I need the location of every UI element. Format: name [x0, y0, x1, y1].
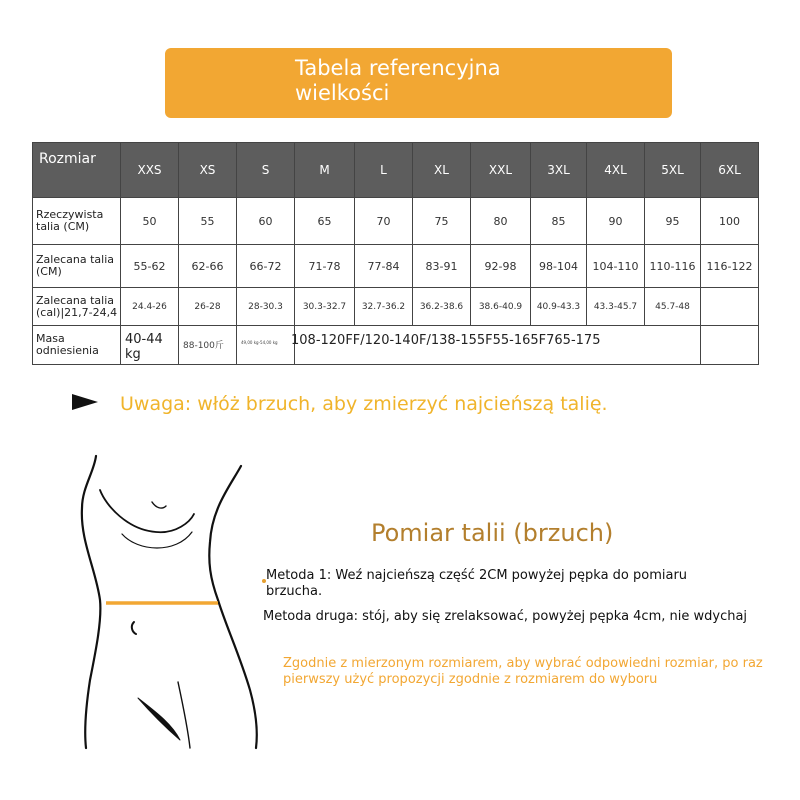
size-header-cell: XXL: [471, 143, 531, 198]
table-cell: 26-28: [179, 288, 237, 326]
table-cell: 43.3-45.7: [587, 288, 645, 326]
table-cell: 55-62: [121, 245, 179, 288]
table-cell: 75: [413, 198, 471, 245]
row-label-extra: |21,7-24,4: [60, 305, 118, 319]
table-cell: 24.4-26: [121, 288, 179, 326]
table-cell: 30.3-32.7: [295, 288, 355, 326]
table-cell: [237, 326, 295, 365]
table-cell: 77-84: [355, 245, 413, 288]
size-header-cell: 5XL: [645, 143, 701, 198]
table-cell: 65: [295, 198, 355, 245]
size-header-cell: XL: [413, 143, 471, 198]
table-cell: 32.7-36.2: [355, 288, 413, 326]
measurement-heading: Pomiar talii (brzuch): [371, 519, 614, 547]
table-cell: 66-72: [237, 245, 295, 288]
table-cell: 28-30.3: [237, 288, 295, 326]
table-cell: 100: [701, 198, 759, 245]
masa-value-second: 88-100斤: [183, 341, 224, 351]
masa-value-first: 40-44 kg: [125, 332, 163, 362]
table-cell: 104-110: [587, 245, 645, 288]
table-cell: 38.6-40.9: [471, 288, 531, 326]
masa-value-third: 49,00 kg-54,00 kg: [241, 340, 278, 345]
size-header-row: [33, 143, 759, 198]
size-header-cell: XXS: [121, 143, 179, 198]
table-cell: 55: [179, 198, 237, 245]
table-cell: 98-104: [531, 245, 587, 288]
row-label: [33, 288, 121, 326]
table-cell: 60: [237, 198, 295, 245]
table-cell: 116-122: [701, 245, 759, 288]
arrow-icon: [72, 394, 98, 410]
table-cell: [701, 326, 759, 365]
table-row: [33, 245, 759, 288]
table-cell: 95: [645, 198, 701, 245]
method-two-text: Metoda druga: stój, aby się zrelaksować, powyżej pępka 4cm, nie wdychaj: [263, 609, 748, 624]
note-text: Uwaga: włóż brzuch, aby zmierzyć najcieńszą talię.: [120, 393, 608, 415]
table-cell: 80: [471, 198, 531, 245]
table-cell: 50: [121, 198, 179, 245]
row-label-text: Zalecana talia (cal): [36, 293, 115, 319]
title-banner: [165, 48, 672, 118]
size-header-cell: 3XL: [531, 143, 587, 198]
table-cell: 36.2-38.6: [413, 288, 471, 326]
table-cell: [701, 288, 759, 326]
table-row: [33, 198, 759, 245]
row-label: Rzeczywista talia (CM): [33, 198, 121, 245]
masa-value-rest: 108-120FF/120-140F/138-155F55-165F765-175: [291, 333, 601, 348]
table-cell: 92-98: [471, 245, 531, 288]
table-cell: 62-66: [179, 245, 237, 288]
table-cell: 90: [587, 198, 645, 245]
size-header-cell: 6XL: [701, 143, 759, 198]
banner-title: Tabela referencyjna wielkości: [295, 56, 501, 105]
table-cell: 85: [531, 198, 587, 245]
table-cell: 71-78: [295, 245, 355, 288]
size-header-cell: M: [295, 143, 355, 198]
size-header-cell: XS: [179, 143, 237, 198]
table-cell: 70: [355, 198, 413, 245]
size-hint-text: Zgodnie z mierzonym rozmiarem, aby wybrać odpowiedni rozmiar, po raz pierwszy użyć propozycji zgodnie z rozmiarem do wyboru: [283, 656, 763, 687]
table-cell: 45.7-48: [645, 288, 701, 326]
table-cell: 110-116: [645, 245, 701, 288]
size-header-label: Rozmiar: [33, 143, 121, 198]
row-label: Zalecana talia (CM): [33, 245, 121, 288]
body-outline-illustration: [60, 450, 270, 750]
size-header-cell: L: [355, 143, 413, 198]
table-row: [33, 288, 759, 326]
table-cell: 83-91: [413, 245, 471, 288]
method-one-text: Metoda 1: Weź najcieńszą część 2CM powyżej pępka do pomiaru brzucha.: [266, 568, 688, 599]
size-header-cell: 4XL: [587, 143, 645, 198]
table-cell: 40.9-43.3: [531, 288, 587, 326]
row-label: Masa odniesienia: [33, 326, 121, 365]
size-header-cell: S: [237, 143, 295, 198]
